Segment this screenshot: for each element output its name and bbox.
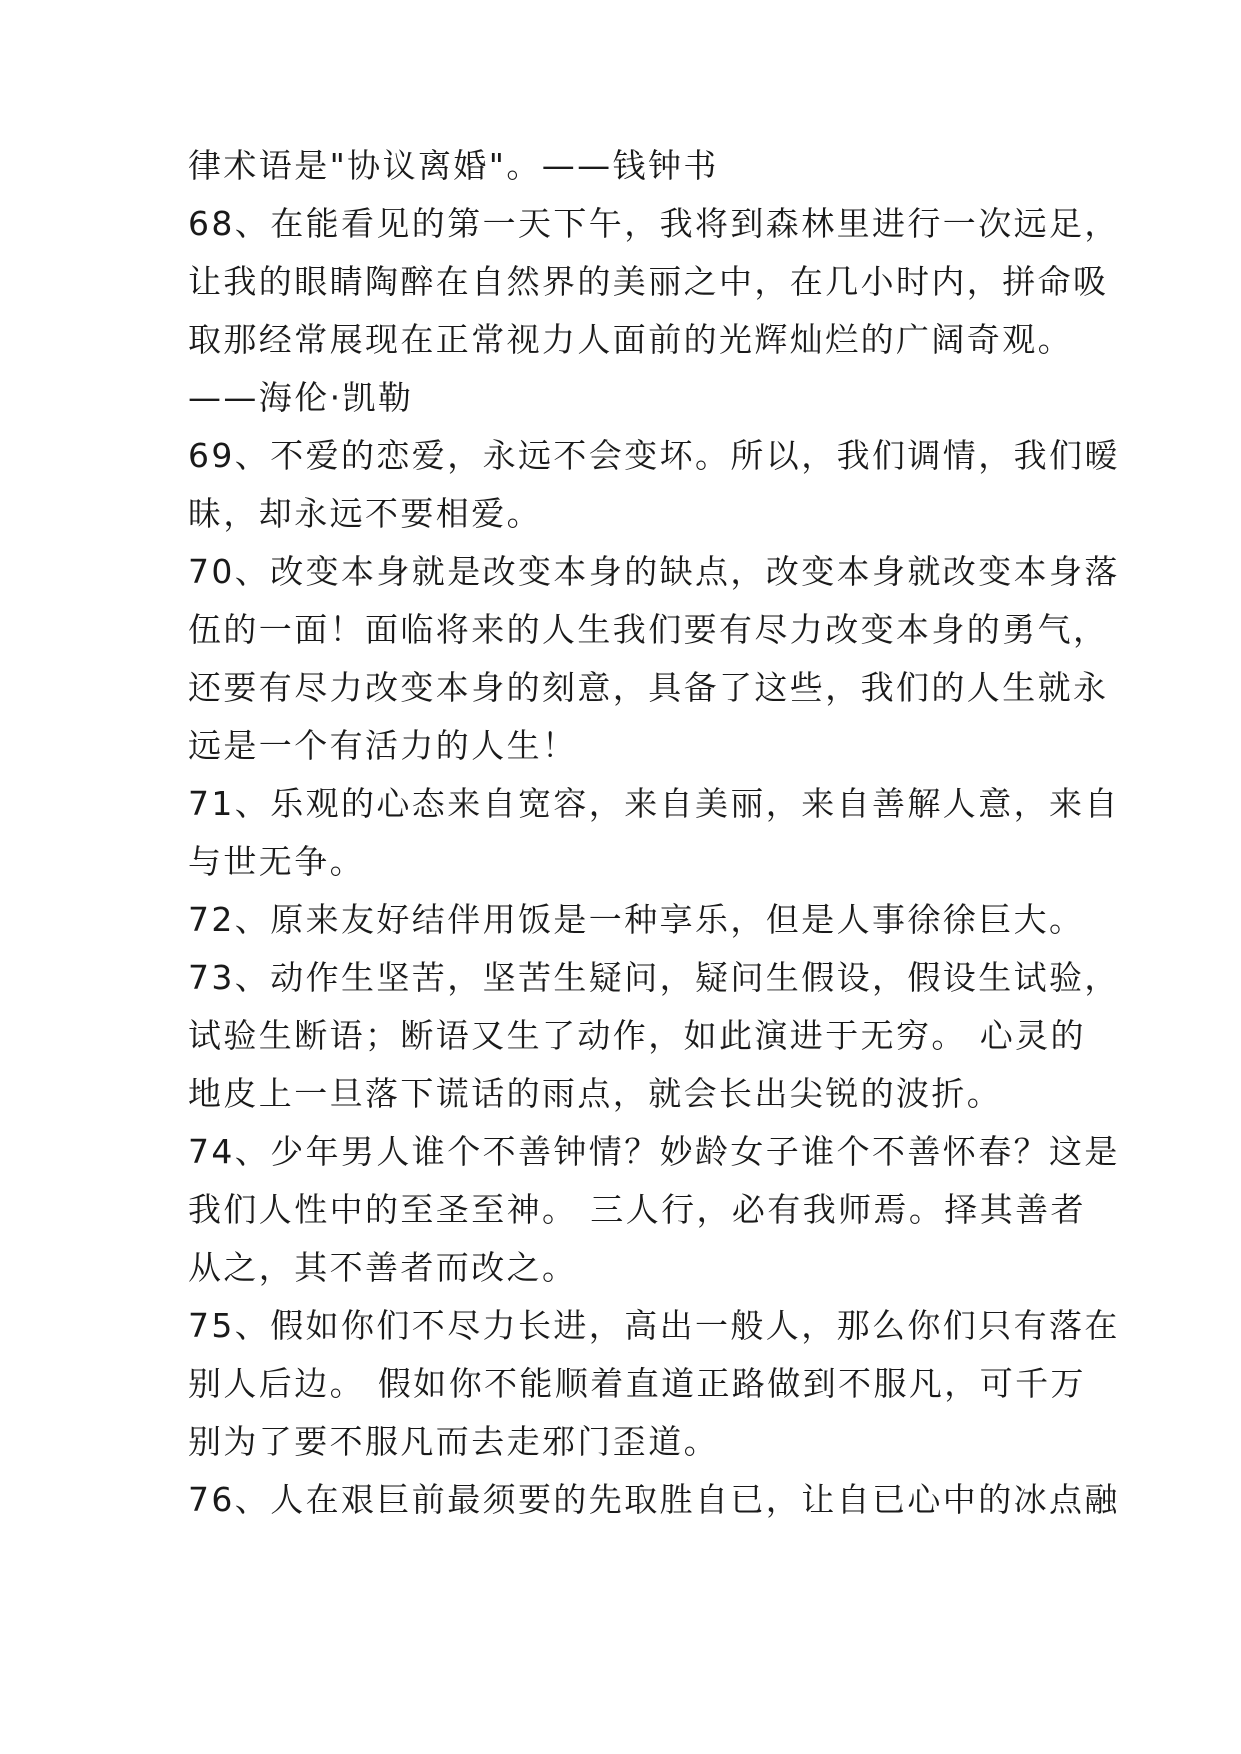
text-line: 69、不爱的恋爱，永远不会变坏。所以，我们调情，我们暧 bbox=[188, 436, 1120, 475]
text-line: 让我的眼睛陶醉在自然界的美丽之中，在几小时内，拼命吸 bbox=[188, 262, 1109, 301]
text-line: 伍的一面！面临将来的人生我们要有尽力改变本身的勇气， bbox=[188, 610, 1109, 649]
text-line: 75、假如你们不尽力长进，高出一般人，那么你们只有落在 bbox=[188, 1306, 1120, 1345]
text-line: 昧，却永远不要相爱。 bbox=[188, 494, 542, 533]
text-line: 71、乐观的心态来自宽容，来自美丽，来自善解人意，来自 bbox=[188, 784, 1120, 823]
text-line: ——海伦·凯勒 bbox=[188, 378, 414, 417]
text-line: 取那经常展现在正常视力人面前的光辉灿烂的广阔奇观。 bbox=[188, 320, 1073, 359]
text-line: 72、原来友好结伴用饭是一种享乐，但是人事徐徐巨大。 bbox=[188, 900, 1085, 939]
text-line: 地皮上一旦落下谎话的雨点，就会长出尖锐的波折。 bbox=[188, 1074, 1003, 1113]
text-line: 76、人在艰巨前最须要的先取胜自已，让自已心中的冰点融 bbox=[188, 1480, 1120, 1519]
text-line: 68、在能看见的第一天下午，我将到森林里进行一次远足， bbox=[188, 204, 1120, 243]
text-line: 试验生断语；断语又生了动作，如此演进于无穷。 心灵的 bbox=[188, 1016, 1086, 1055]
text-line: 从之，其不善者而改之。 bbox=[188, 1248, 578, 1287]
text-line: 我们人性中的至圣至神。 三人行，必有我师焉。择其善者 bbox=[188, 1190, 1086, 1229]
text-line: 73、动作生坚苦，坚苦生疑问，疑问生假设，假设生试验， bbox=[188, 958, 1120, 997]
text-line: 74、少年男人谁个不善钟情？妙龄女子谁个不善怀春？这是 bbox=[188, 1132, 1120, 1171]
text-line: 还要有尽力改变本身的刻意，具备了这些，我们的人生就永 bbox=[188, 668, 1109, 707]
text-line: 律术语是"协议离婚"。——钱钟书 bbox=[188, 146, 719, 185]
text-line: 70、改变本身就是改变本身的缺点，改变本身就改变本身落 bbox=[188, 552, 1120, 591]
text-line: 别为了要不服凡而去走邪门歪道。 bbox=[188, 1422, 719, 1461]
text-line: 别人后边。 假如你不能顺着直道正路做到不服凡，可千万 bbox=[188, 1364, 1086, 1403]
text-line: 与世无争。 bbox=[188, 842, 365, 881]
text-line: 远是一个有活力的人生！ bbox=[188, 726, 578, 765]
